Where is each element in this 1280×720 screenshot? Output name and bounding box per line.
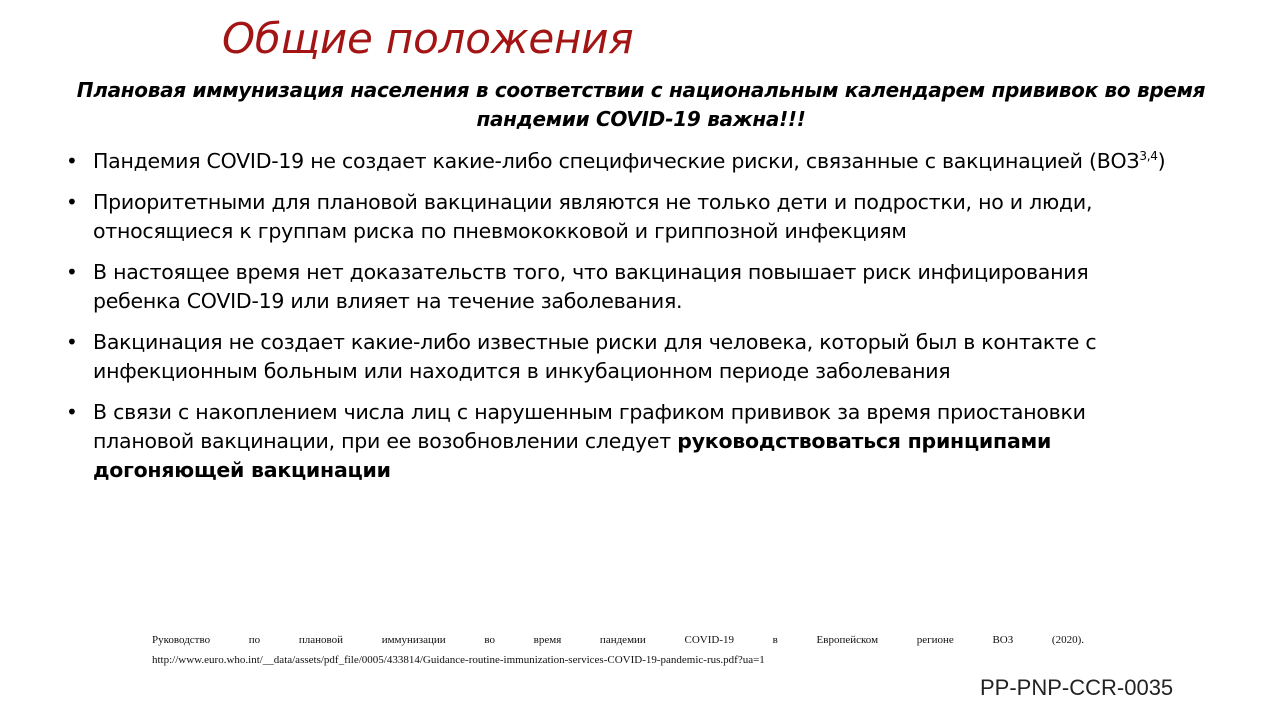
slide-subtitle: Плановая иммунизация населения в соответствии с национальным календарем прививок во время пандемии COVID-19 важна!!! bbox=[76, 78, 1206, 131]
bullet-text: Приоритетными для плановой вакцинации являются не только дети и подростки, но и люди, относящиеся к группам риска по пневмококковой и гриппозной инфекциям bbox=[93, 190, 1093, 243]
bullet-bold-text: руководствоваться принципами догоняющей вакцинации bbox=[93, 429, 1052, 482]
reference-citation: Руководство по плановой иммунизации во время пандемии COVID-19 в Европейском регионе ВОЗ (2020). bbox=[152, 634, 1084, 646]
bullet-text: В связи с накоплением числа лиц с нарушенным графиком прививок за время приостановки плановой вакцинации, при ее возобновлении следует bbox=[93, 400, 1086, 453]
bullet-item-4 bbox=[66, 328, 1176, 386]
bullet-list bbox=[66, 147, 1176, 497]
bullet-text-after: ) bbox=[1157, 149, 1166, 173]
bullet-superscript: 3,4 bbox=[1139, 149, 1158, 163]
slide-title: Общие положения bbox=[222, 14, 634, 63]
bullet-text: В настоящее время нет доказательств того, что вакцинация повышает риск инфицирования ребенка COVID-19 или влияет на течение заболевания. bbox=[93, 260, 1089, 313]
bullet-item-3 bbox=[66, 258, 1176, 316]
bullet-item-1 bbox=[66, 147, 1176, 176]
bullet-item-5 bbox=[66, 398, 1176, 485]
bullet-dot-icon: • bbox=[66, 400, 78, 424]
bullet-text: Пандемия COVID-19 не создает какие-либо специфические риски, связанные с вакцинацией (ВОЗ bbox=[93, 149, 1140, 173]
bullet-dot-icon: • bbox=[66, 330, 78, 354]
bullet-text: Вакцинация не создает какие-либо известные риски для человека, который был в контакте с инфекционным больным или находится в инкубационном периоде заболевания bbox=[93, 330, 1097, 383]
bullet-dot-icon: • bbox=[66, 149, 78, 173]
bullet-dot-icon: • bbox=[66, 190, 78, 214]
reference-url: http://www.euro.who.int/__data/assets/pdf_file/0005/433814/Guidance-routine-immunization-services-COVID-19-pandemic-rus.pdf?ua=1 bbox=[152, 654, 765, 666]
document-code: PP-PNP-CCR-0035 bbox=[980, 675, 1174, 700]
reference-footnote bbox=[152, 630, 1084, 670]
bullet-dot-icon: • bbox=[66, 260, 78, 284]
bullet-item-2 bbox=[66, 188, 1176, 246]
